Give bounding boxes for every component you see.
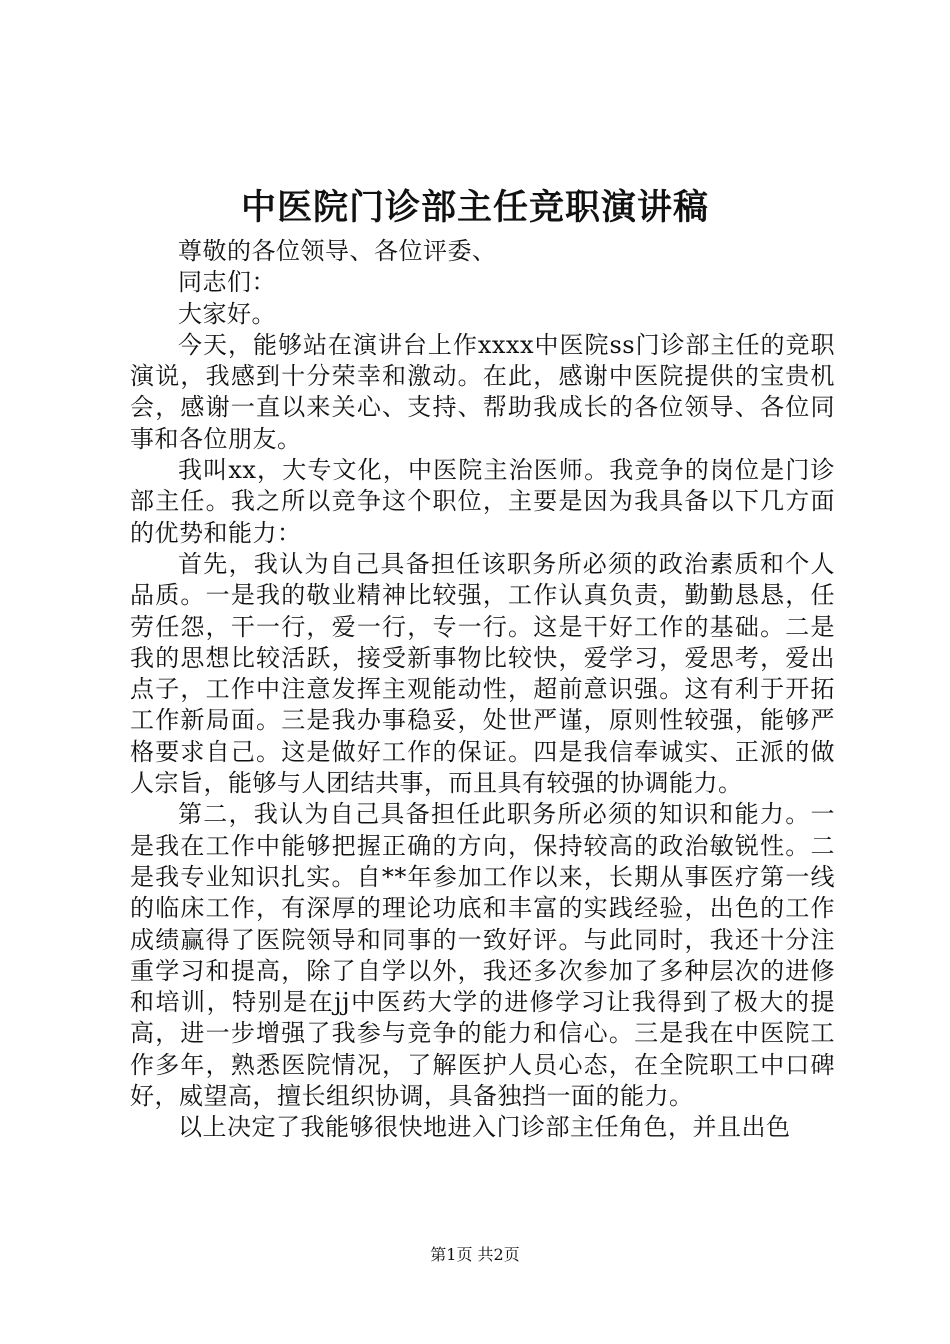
- document-title: 中医院门诊部主任竞职演讲稿: [240, 187, 709, 228]
- paragraph-conclusion: 以上决定了我能够很快地进入门诊部主任角色，并且出色: [178, 1113, 791, 1142]
- paragraph-first-quality: 首先，我认为自己具备担任该职务所必须的政治素质和个人品质。一是我的敬业精神比较强，工作认真负责，勤勤恳恳，任劳任怨，干一行，爱一行，专一行。这是干好工作的基础。二是我的思想比较活跃，接受新事物比较快，爱学习，爱思考，爱出点子，工作中注意发挥主观能动性，超前意识强。这有利于开拓工作新局面。三是我办事稳妥，处世严谨，原则性较强，能够严格要求自己。这是做好工作的保证。四是我信奉诚实、正派的做人宗旨，能够与人团结共事，而且具有较强的协调能力。: [130, 549, 835, 798]
- paragraph-self-intro: 我叫xx，大专文化，中医院主治医师。我竞争的岗位是门诊部主任。我之所以竞争这个职位，主要是因为我具备以下几方面的优势和能力：: [130, 456, 835, 547]
- page-number-footer: 第1页 共2页: [430, 1245, 520, 1264]
- salutation-line-1: 尊敬的各位领导、各位评委、: [178, 237, 497, 265]
- document-body: [130, 236, 835, 1144]
- greeting: 大家好。: [178, 299, 276, 328]
- paragraph-intro: 今天，能够站在演讲台上作xxxx中医院ss门诊部主任的竞职演说，我感到十分荣幸和激动。在此，感谢中医院提供的宝贵机会，感谢一直以来关心、支持、帮助我成长的各位领导、各位同事和各位朋友。: [130, 330, 835, 453]
- salutation-line-2: 同志们：: [178, 268, 276, 297]
- paragraph-second-ability: 第二，我认为自己具备担任此职务所必须的知识和能力。一是我在工作中能够把握正确的方向，保持较高的政治敏锐性。二是我专业知识扎实。自**年参加工作以来，长期从事医疗第一线的临床工作，有深厚的理论功底和丰富的实践经验，出色的工作成绩赢得了医院领导和同事的一致好评。与此同时，我还十分注重学习和提高，除了自学以外，我还多次参加了多种层次的进修和培训，特别是在jj中医药大学的进修学习让我得到了极大的提高，进一步增强了我参与竞争的能力和信心。三是我在中医院工作多年，熟悉医院情况，了解医护人员心态，在全院职工中口碑好，威望高，擅长组织协调，具备独挡一面的能力。: [130, 800, 835, 1111]
